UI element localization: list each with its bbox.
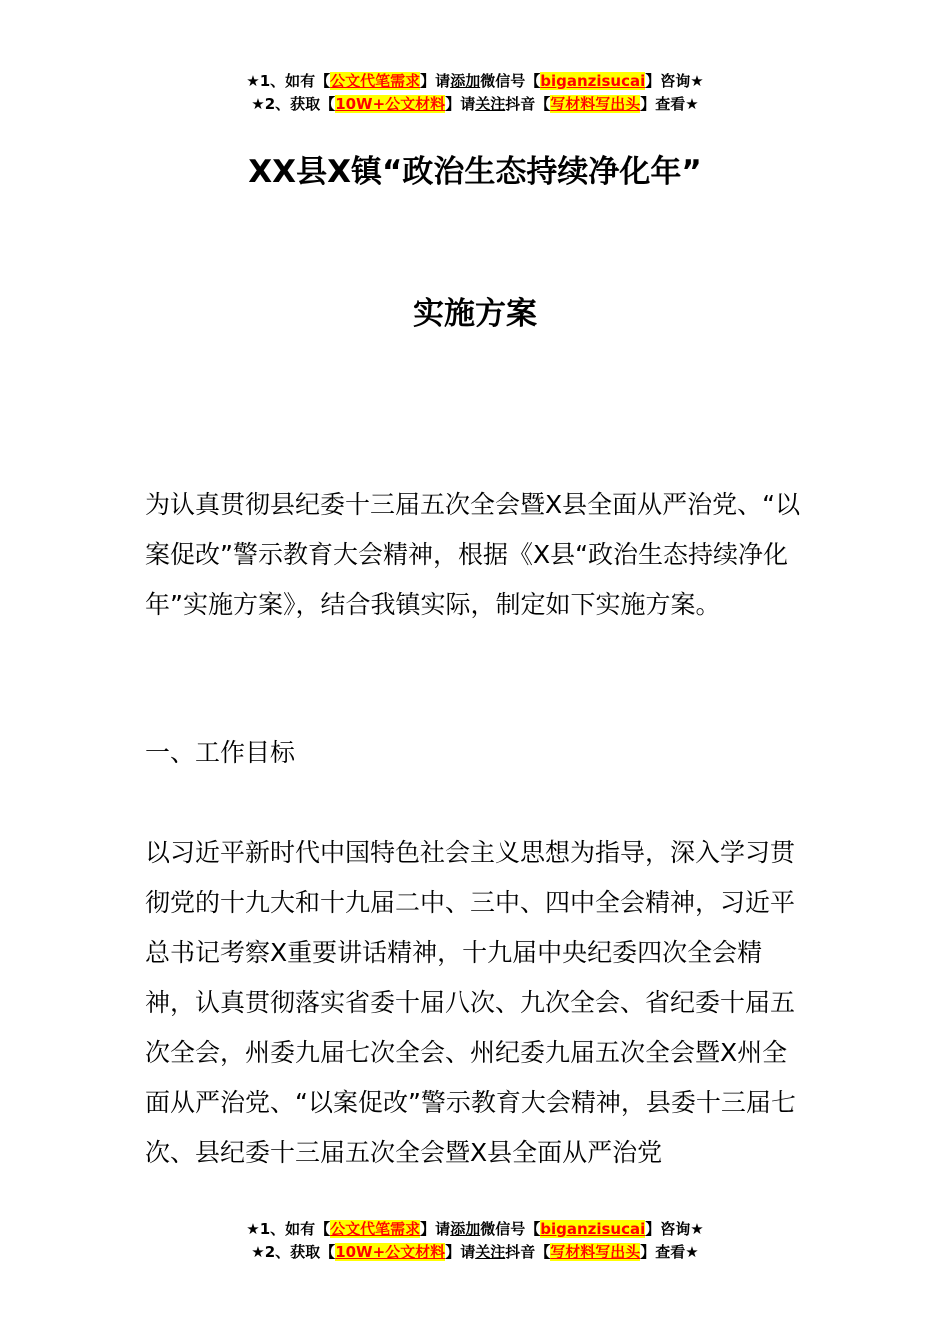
- promo-highlight: 10W+公文材料: [335, 95, 446, 113]
- promo-text: 微信号【: [480, 72, 541, 90]
- promo-highlight: 公文代笔需求: [330, 1220, 421, 1238]
- promo-line-2: [0, 93, 950, 116]
- promo-text: ★2、获取【: [251, 1243, 336, 1261]
- document-subtitle: 实施方案: [413, 296, 537, 332]
- promo-text: ★1、如有【: [246, 72, 331, 90]
- promo-header: [0, 70, 950, 116]
- promo-line-1: [0, 70, 950, 93]
- promo-highlight: 10W+公文材料: [335, 1243, 446, 1261]
- promo-wechat-id: biganzisucai: [540, 72, 646, 90]
- promo-underlined: 添加: [450, 72, 481, 90]
- promo-text: 】咨询★: [645, 72, 704, 90]
- promo-underlined: 关注: [475, 95, 506, 113]
- promo-text: 抖音【: [505, 95, 551, 113]
- intro-paragraph: 为认真贯彻县纪委十三届五次全会暨X县全面从严治党、“以案促改”警示教育大会精神，根据《X县“政治生态持续净化年”实施方案》，结合我镇实际，制定如下实施方案。: [145, 490, 801, 619]
- promo-highlight: 公文代笔需求: [330, 72, 421, 90]
- section-heading: 一、工作目标: [145, 738, 296, 767]
- promo-text: 微信号【: [480, 1220, 541, 1238]
- promo-douyin-id: 写材料写出头: [550, 95, 641, 113]
- promo-text: ★1、如有【: [246, 1220, 331, 1238]
- promo-wechat-id: biganzisucai: [540, 1220, 646, 1238]
- promo-text: 】请: [445, 95, 476, 113]
- promo-underlined: 添加: [450, 1220, 481, 1238]
- promo-text: ★2、获取【: [251, 95, 336, 113]
- promo-douyin-id: 写材料写出头: [550, 1243, 641, 1261]
- promo-footer: [0, 1218, 950, 1264]
- promo-line-2: [0, 1241, 950, 1264]
- promo-text: 】查看★: [640, 95, 699, 113]
- promo-text: 】咨询★: [645, 1220, 704, 1238]
- promo-text: 】请: [445, 1243, 476, 1261]
- promo-text: 】请: [420, 1220, 451, 1238]
- promo-text: 】请: [420, 72, 451, 90]
- document-title: XX县X镇“政治生态持续净化年”: [248, 154, 702, 190]
- section-paragraph: 以习近平新时代中国特色社会主义思想为指导，深入学习贯彻党的十九大和十九届二中、三中、四中全会精神，习近平总书记考察X重要讲话精神，十九届中央纪委四次全会精神，认真贯彻落实省委十届八次、九次全会、省纪委十届五次全会，州委九届七次全会、州纪委九届五次全会暨X州全面从严治党、“以案促改”警示教育大会精神，县委十三届七次、县纪委十三届五次全会暨X县全面从严治党: [145, 838, 796, 1167]
- promo-underlined: 关注: [475, 1243, 506, 1261]
- promo-text: 】查看★: [640, 1243, 699, 1261]
- promo-text: 抖音【: [505, 1243, 551, 1261]
- promo-line-1: [0, 1218, 950, 1241]
